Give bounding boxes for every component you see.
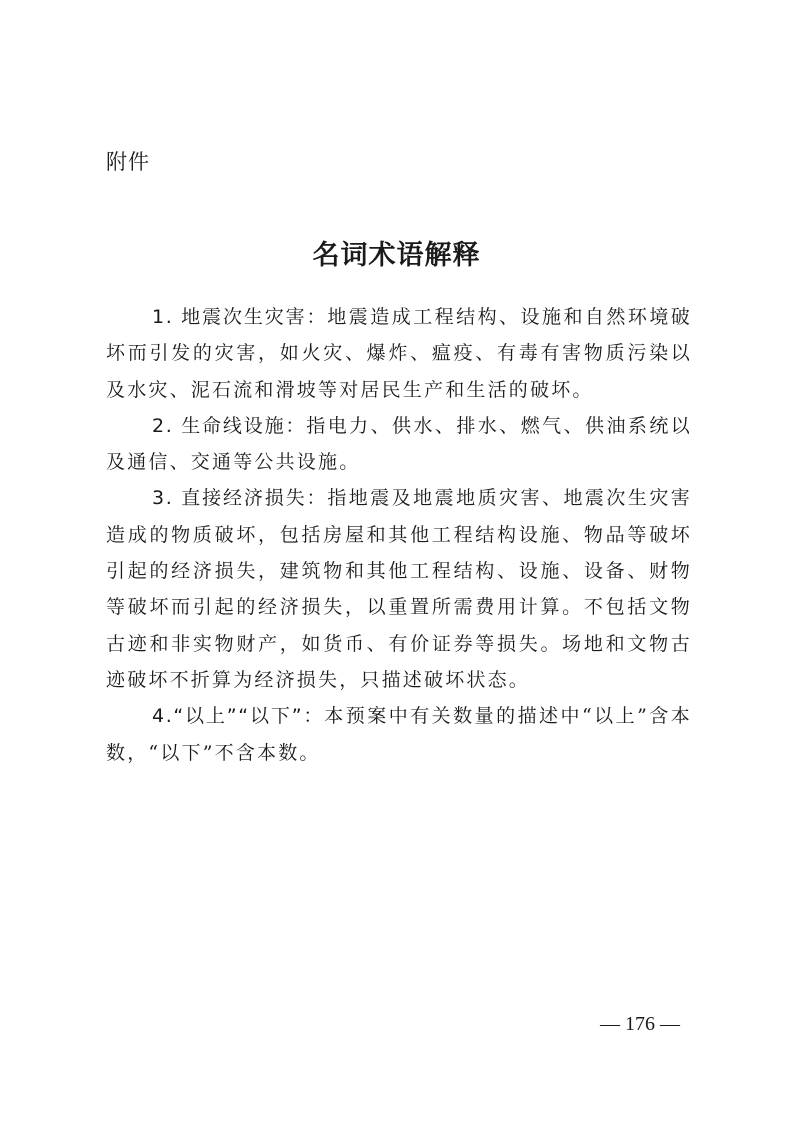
term-heading: 4.“以上”“以下”： — [152, 705, 325, 728]
term-item-4 — [106, 698, 692, 771]
term-heading: 1. 地震次生灾害： — [152, 306, 328, 328]
term-definition: 本预案中有关数量的描述中“以上”含本数，“以下”不含本数。 — [106, 705, 692, 764]
page-title: 名词术语解释 — [312, 240, 481, 272]
term-item-3 — [106, 480, 692, 698]
term-definition: 地震造成工程结构、设施和自然环境破坏而引发的灾害，如火灾、爆炸、瘟疫、有毒有害物质污染以及水灾、泥石流和滑坡等对居民生产和生活的破坏。 — [106, 306, 692, 401]
terms-body — [106, 299, 692, 771]
term-definition: 指电力、供水、排水、燃气、供油系统以及通信、交通等公共设施。 — [106, 414, 692, 474]
term-heading: 2. 生命线设施： — [152, 414, 307, 437]
term-definition: 指地震及地震地质灾害、地震次生灾害造成的物质破坏，包括房屋和其他工程结构设施、物品等破坏引起的经济损失，建筑物和其他工程结构、设施、设备、财物等破坏而引起的经济损失，以重置所需费用计算。不包括文物古迹和非实物财产，如货币、有价证券等损失。场地和文物古迹破坏不折算为经济损失，只描述破坏状态。 — [106, 487, 692, 691]
attachment-label: 附件 — [106, 150, 150, 174]
term-item-1 — [106, 299, 692, 408]
term-item-2 — [106, 408, 692, 481]
term-heading: 3. 直接经济损失： — [152, 487, 328, 510]
page-number: — 176 — — [600, 1013, 680, 1035]
